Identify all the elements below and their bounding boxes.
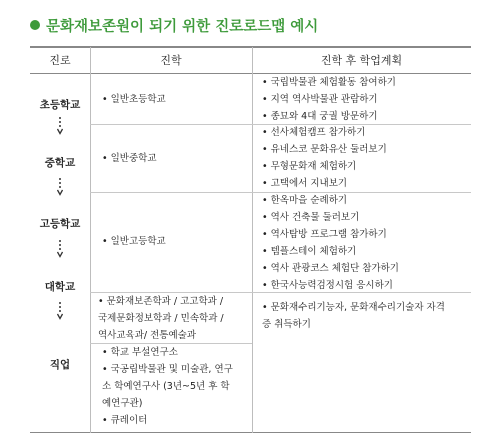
table-bottom-rule — [30, 432, 471, 433]
bullet-dot-icon — [30, 20, 40, 30]
list-item: • 큐레이터 — [102, 415, 148, 426]
page-title-text: 문화재보존원이 되기 위한 진로로드맵 예시 — [46, 18, 319, 35]
header-plan: 진학 후 학업계획 — [320, 54, 403, 67]
stage-job: 직업 — [49, 359, 71, 371]
list-item: • 역사탐방 프로그램 참가하기 — [262, 229, 387, 240]
list-item: 국제문화정보학과 / 민속학과 / — [98, 313, 224, 324]
path-university — [98, 293, 224, 344]
list-item: 증 취득하기 — [262, 319, 311, 330]
column-divider-2 — [252, 47, 253, 433]
list-item: • 한옥마을 순례하기 — [262, 195, 348, 206]
list-item: • 역사 건축물 둘러보기 — [262, 212, 360, 223]
plan-elementary — [262, 74, 396, 125]
stage-middle: 중학교 — [44, 157, 76, 169]
header-path: 진학 — [160, 54, 182, 67]
list-item: • 문화재보존학과 / 고고학과 / — [98, 296, 224, 307]
header-stage: 진로 — [49, 54, 71, 67]
list-item: • 한국사능력검정시험 응시하기 — [262, 280, 393, 291]
list-item: • 국립박물관 체험활동 참여하기 — [262, 77, 396, 88]
plan-middle — [262, 124, 387, 192]
arrow-down-icon — [57, 301, 63, 320]
list-item: • 고택에서 지내보기 — [262, 178, 348, 189]
arrow-down-icon — [57, 239, 63, 258]
path-job — [102, 344, 233, 429]
page-title — [30, 14, 490, 36]
path-middle: • 일반중학교 — [102, 153, 157, 164]
arrow-down-icon — [57, 177, 63, 196]
list-item: • 지역 역사박물관 관람하기 — [262, 94, 378, 105]
list-item: • 선사체험캠프 참가하기 — [262, 127, 366, 138]
path-high: • 일반고등학교 — [102, 236, 166, 247]
column-divider-1 — [90, 47, 91, 433]
list-item: • 유네스코 문화유산 둘러보기 — [262, 144, 387, 155]
list-item: 소 학예연구사 (3년~5년 후 학 — [102, 381, 230, 392]
plan-high — [262, 192, 399, 294]
list-item: • 문화재수리기능자, 문화재수리기술자 자격 — [262, 302, 445, 313]
list-item: • 역사 관광코스 체험단 참가하기 — [262, 263, 399, 274]
list-item: • 국공립박물관 및 미술관, 연구 — [102, 364, 233, 375]
table-header-rule — [30, 73, 471, 74]
list-item: 예연구관) — [102, 398, 143, 409]
list-item: 역사교육과/ 전통예술과 — [98, 330, 196, 341]
list-item: • 학교 부설연구소 — [102, 347, 178, 358]
arrow-down-icon — [57, 116, 63, 135]
list-item: • 무형문화재 체험하기 — [262, 161, 357, 172]
path-elementary: • 일반초등학교 — [102, 94, 166, 105]
stage-elementary: 초등학교 — [39, 99, 81, 111]
stage-high: 고등학교 — [39, 218, 81, 230]
list-item: • 종묘와 4대 궁궐 방문하기 — [262, 111, 378, 122]
list-item: • 템플스테이 체험하기 — [262, 246, 357, 257]
stage-university: 대학교 — [44, 281, 76, 293]
plan-university — [262, 299, 445, 333]
